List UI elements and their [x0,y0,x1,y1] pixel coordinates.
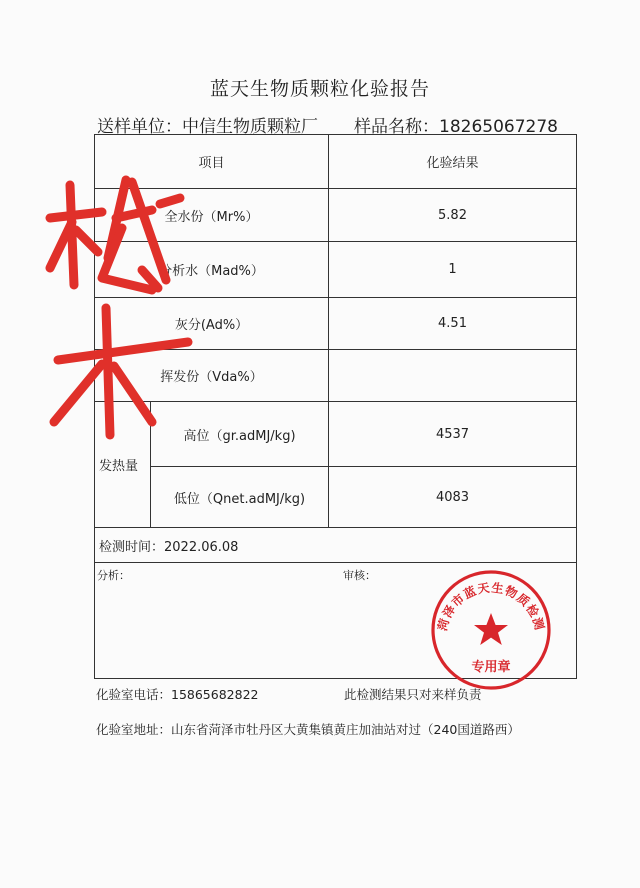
official-stamp [428,567,554,693]
row-item-volatile: 挥发份（Vda%） [95,350,329,402]
stamp-star-icon [474,613,508,645]
analysis-label: 分析： [97,569,130,582]
header-item: 项目 [95,135,329,189]
sender-unit: 送样单位：中信生物质颗粒厂 [97,117,318,137]
row-item-ash: 灰分(Ad%） [95,298,329,350]
row-item-gross-heat: 高位（gr.adMJ/kg) [151,402,329,467]
row-value-volatile [329,350,577,402]
review-label: 审核： [343,569,376,582]
heat-group-label: 发热量 [95,402,151,528]
header-result: 化验结果 [329,135,577,189]
lab-address: 化验室地址：山东省菏泽市牡丹区大黄集镇黄庄加油站对过（240国道路西） [96,722,520,737]
row-value-analysis-water: 1 [329,242,577,298]
row-value-net-heat: 4083 [329,467,577,528]
test-time: 检测时间：2022.06.08 [95,528,577,563]
sample-name: 样品名称：18265067278 [354,117,558,137]
row-value-gross-heat: 4537 [329,402,577,467]
stamp-center-text: 专用章 [471,660,511,675]
row-value-moisture: 5.82 [329,189,577,242]
row-item-moisture: 全水份（Mr%） [95,189,329,242]
row-item-analysis-water: 分析水（Mad%） [95,242,329,298]
stamp-ring-text: 菏泽市蓝天生物质检测 [435,580,547,633]
row-item-net-heat: 低位（Qnet.adMJ/kg) [151,467,329,528]
report-title: 蓝天生物质颗粒化验报告 [209,78,430,100]
disclaimer: 此检测结果只对来样负责 [344,687,482,702]
row-value-ash: 4.51 [329,298,577,350]
lab-phone: 化验室电话：15865682822 [96,687,259,702]
handwritten-mark [40,170,200,450]
